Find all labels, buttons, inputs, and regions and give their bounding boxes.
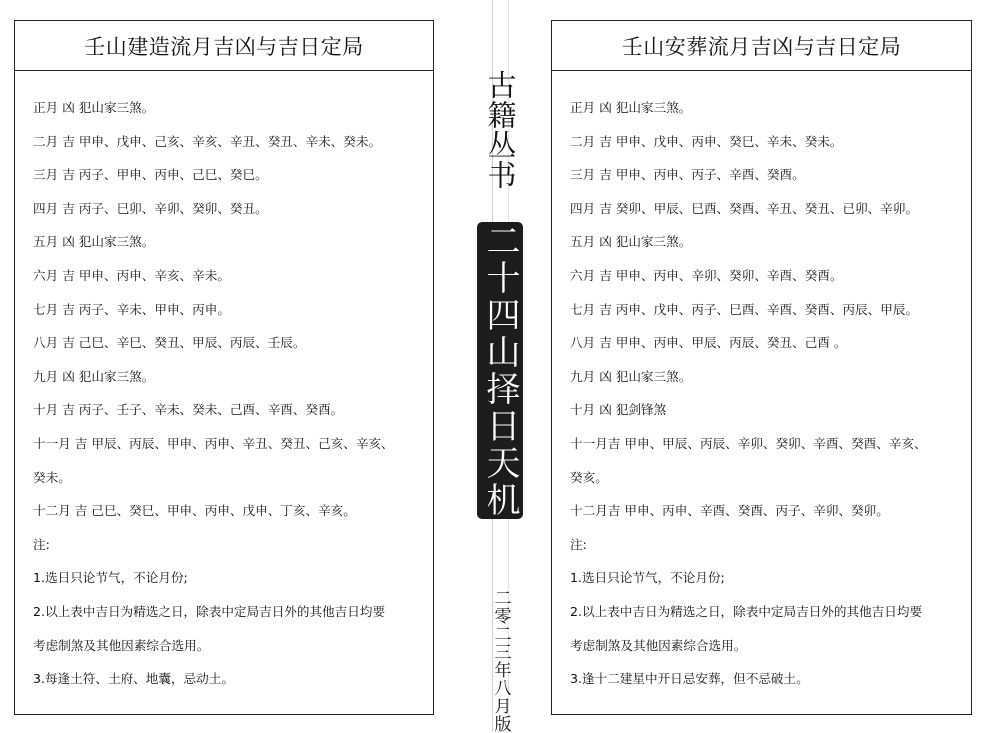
list-item: 十月 吉 丙子、壬子、辛未、癸未、己酉、辛酉、癸酉。 xyxy=(33,402,344,418)
list-item: 五月 凶 犯山家三煞。 xyxy=(570,234,692,250)
list-item: 正月 凶 犯山家三煞。 xyxy=(570,100,692,115)
list-item: 九月 凶 犯山家三煞。 xyxy=(570,368,692,384)
list-item: 六月 吉 甲申、丙申、辛卯、癸卯、辛酉、癸酉。 xyxy=(570,267,843,283)
list-item: 四月 吉 癸卯、甲辰、巳酉、癸酉、辛丑、癸丑、已卯、辛卯。 xyxy=(570,200,919,216)
list-item: 癸未。 xyxy=(33,469,71,485)
note-item: 2.以上表中吉日为精选之日，除表中定局吉日外的其他吉日均要 xyxy=(570,603,923,619)
list-item: 九月 凶 犯山家三煞。 xyxy=(33,368,155,384)
left-page xyxy=(14,20,434,715)
edition-label: 二零二三年八月版 xyxy=(490,589,511,733)
list-item: 十一月吉 甲申、甲辰、丙辰、辛卯、癸卯、辛酉、癸酉、辛亥、 xyxy=(570,435,927,451)
book-spine xyxy=(470,70,530,733)
list-item: 正月 凶 犯山家三煞。 xyxy=(33,100,155,115)
note-item: 2.以上表中吉日为精选之日，除表中定局吉日外的其他吉日均要 xyxy=(33,603,386,619)
list-item: 七月 吉 丙申、戊申、丙子、巳酉、辛酉、癸酉、丙辰、甲辰。 xyxy=(570,301,919,317)
right-page-title: 壬山安葬流月吉凶与吉日定局 xyxy=(552,21,971,71)
list-item: 八月 吉 己巳、辛巳、癸丑、甲辰、丙辰、壬辰。 xyxy=(33,335,306,351)
right-page xyxy=(551,20,972,715)
note-item: 考虑制煞及其他因素综合选用。 xyxy=(33,637,210,653)
note-item: 1.选日只论节气，不论月份; xyxy=(570,570,725,586)
note-item: 3.逢十二建星中开日忌安葬，但不忌破土。 xyxy=(570,671,809,687)
list-item: 七月 吉 丙子、辛未、甲申、丙申。 xyxy=(33,301,230,317)
note-item: 3.每逢土符、土府、地囊，忌动土。 xyxy=(33,671,234,687)
note-item: 1.选日只论节气，不论月份; xyxy=(33,570,188,586)
list-item: 四月 吉 丙子、巳卯、辛卯、癸卯、癸丑。 xyxy=(33,200,268,216)
note-item: 考虑制煞及其他因素综合选用。 xyxy=(570,637,747,653)
main-title-box xyxy=(477,222,523,519)
list-item: 二月 吉 甲申、戊申、丙申、癸巳、辛未、癸未。 xyxy=(570,133,843,149)
list-item: 六月 吉 甲申、丙申、辛亥、辛未。 xyxy=(33,267,230,283)
right-entries xyxy=(552,71,971,696)
list-item: 三月 吉 甲申、丙申、丙子、辛酉、癸酉。 xyxy=(570,167,805,183)
list-item: 癸亥。 xyxy=(570,469,608,485)
note-heading: 注: xyxy=(570,536,587,552)
list-item: 十二月吉 甲申、丙申、辛酉、癸酉、丙子、辛卯、癸卯。 xyxy=(570,503,889,519)
left-page-title: 壬山建造流月吉凶与吉日定局 xyxy=(15,21,433,71)
left-entries xyxy=(15,71,433,696)
list-item: 八月 吉 甲申、丙申、甲辰、丙辰、癸丑、己酉 。 xyxy=(570,335,847,351)
series-title: 古籍丛书 xyxy=(483,70,518,190)
list-item: 十一月 吉 甲辰、丙辰、甲申、丙申、辛丑、癸丑、己亥、辛亥、 xyxy=(33,435,394,451)
book-title: 二十四山择日天机 xyxy=(480,222,520,519)
list-item: 三月 吉 丙子、甲申、丙申、己巳、癸巳。 xyxy=(33,167,268,183)
list-item: 五月 凶 犯山家三煞。 xyxy=(33,234,155,250)
list-item: 二月 吉 甲申、戊申、己亥、辛亥、辛丑、癸丑、辛未、癸未。 xyxy=(33,133,382,149)
list-item: 十二月 吉 己巳、癸巳、甲申、丙申、戊申、丁亥、辛亥。 xyxy=(33,503,356,519)
note-heading: 注: xyxy=(33,536,50,552)
list-item: 十月 凶 犯剑锋煞 xyxy=(570,402,667,418)
